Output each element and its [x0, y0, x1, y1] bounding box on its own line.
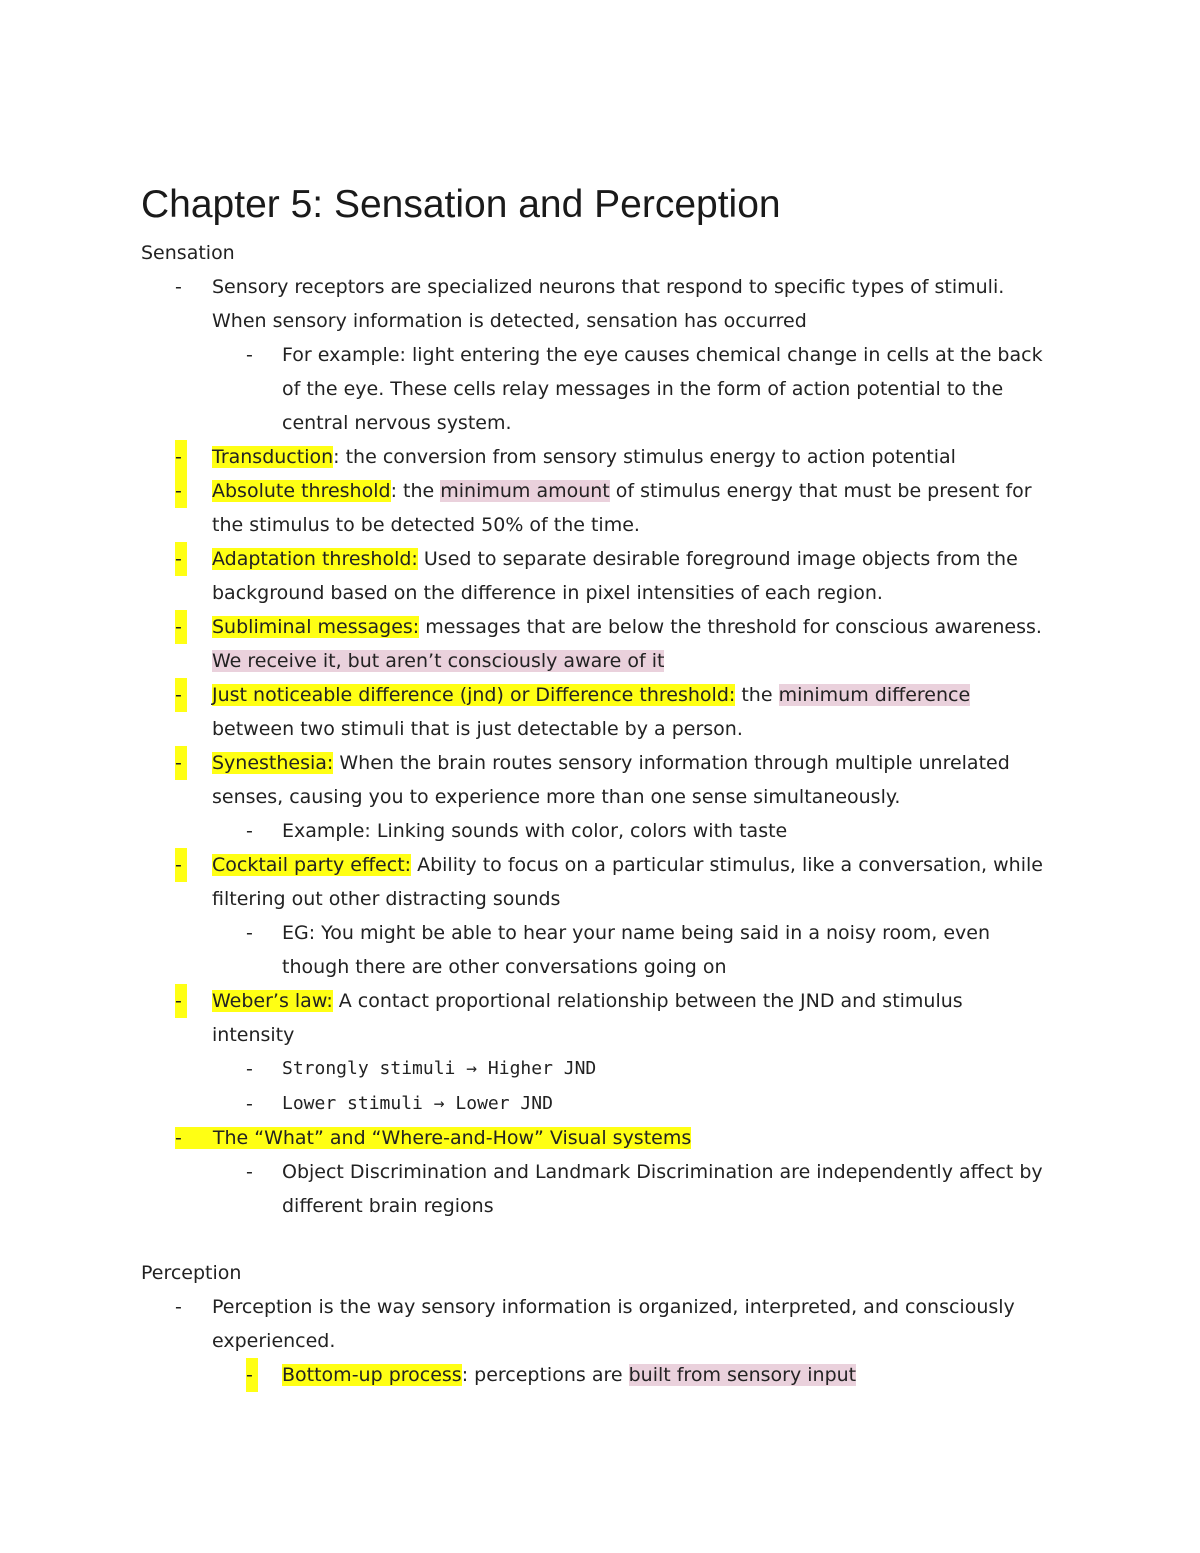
emphasis-highlight: built from sensory input — [628, 1364, 857, 1386]
term-highlight: Synesthesia: — [212, 752, 334, 774]
bullet-dash: - — [175, 848, 187, 882]
bullet-dash: - — [175, 984, 187, 1018]
bullet-dash: - — [175, 542, 187, 576]
page-title: Chapter 5: Sensation and Perception — [141, 183, 781, 226]
bullet-dash: - — [175, 276, 182, 298]
term-highlight: Transduction — [212, 446, 334, 468]
bullet-dash: - — [175, 440, 187, 474]
list-item-cocktail-example: EG: You might be able to hear your name being said in a noisy room, even though there are other conversations going on — [282, 922, 991, 978]
bullet-dash: - — [246, 344, 253, 366]
list-item-jnd: Just noticeable difference (jnd) or Difference threshold: the minimum difference between two stimuli that is just detectable by a person. — [212, 684, 971, 740]
term-highlight: Adaptation threshold: — [212, 548, 418, 570]
bullet-dash: - — [246, 1161, 253, 1183]
bullet-dash: - — [246, 820, 253, 842]
term-highlight: Absolute threshold — [212, 480, 391, 502]
list-item-visual-systems — [175, 1121, 691, 1155]
term-highlight: Bottom-up process — [282, 1364, 462, 1386]
bullet-dash: - — [246, 1093, 253, 1115]
list-item-perception-definition: Perception is the way sensory information is organized, interpreted, and consciously experienced. — [212, 1296, 1015, 1352]
section-heading-perception: Perception — [141, 1262, 242, 1284]
term-highlight: Subliminal messages: — [212, 616, 420, 638]
list-item-receptors: Sensory receptors are specialized neurons that respond to specific types of stimuli. When sensory information is detected, sensation has occurred — [212, 276, 1005, 332]
list-item-cocktail-party: Cocktail party effect: Ability to focus on a particular stimulus, like a conversation, while filtering out other distracting sounds — [212, 854, 1043, 910]
list-item-synesthesia-example: Example: Linking sounds with color, colors with taste — [282, 820, 788, 842]
list-item-transduction: Transduction: the conversion from sensory stimulus energy to action potential — [212, 446, 956, 468]
list-item-receptors-example: For example: light entering the eye causes chemical change in cells at the back of the eye. These cells relay messages in the form of action potential to the central nervous system. — [282, 344, 1043, 434]
term-highlight: Cocktail party effect: — [212, 854, 412, 876]
bullet-dash: - — [246, 922, 253, 944]
bullet-dash: - — [175, 678, 187, 712]
list-item-subliminal-messages: Subliminal messages: messages that are below the threshold for conscious awareness. We receive it, but aren’t consciously aware of it — [212, 616, 1042, 672]
list-item-bottom-up: Bottom-up process: perceptions are built from sensory input — [282, 1364, 857, 1386]
bullet-dash: - — [175, 746, 187, 780]
list-item-weber-lower: Lower stimuli → Lower JND — [282, 1093, 553, 1114]
term-highlight: Weber’s law: — [212, 990, 333, 1012]
emphasis-highlight: We receive it, but aren’t consciously aware of it — [212, 650, 665, 672]
list-item-adaptation-threshold: Adaptation threshold: Used to separate desirable foreground image objects from the background based on the difference in pixel intensities of each region. — [212, 548, 1018, 604]
list-item-visual-sub: Object Discrimination and Landmark Discrimination are independently affect by different brain regions — [282, 1161, 1043, 1217]
bullet-dash: - — [175, 474, 187, 508]
term-highlight: - The “What” and “Where-and-How” Visual systems — [175, 1127, 692, 1149]
bullet-dash: - — [246, 1358, 258, 1392]
list-item-synesthesia: Synesthesia: When the brain routes sensory information through multiple unrelated senses, causing you to experience more than one sense simultaneously. — [212, 752, 1010, 808]
bullet-dash: - — [175, 610, 187, 644]
list-item-absolute-threshold: Absolute threshold: the minimum amount of stimulus energy that must be present for the stimulus to be detected 50% of the time. — [212, 480, 1032, 536]
bullet-dash: - — [175, 1296, 182, 1318]
term-highlight: Just noticeable difference (jnd) or Difference threshold: — [212, 684, 736, 706]
list-item-webers-law: Weber’s law: A contact proportional relationship between the JND and stimulus intensity — [212, 990, 963, 1046]
list-item-weber-strong: Strongly stimuli → Higher JND — [282, 1058, 597, 1079]
section-heading-sensation: Sensation — [141, 242, 235, 264]
emphasis-highlight: minimum amount — [440, 480, 610, 502]
bullet-dash: - — [246, 1058, 253, 1080]
emphasis-highlight: minimum difference — [778, 684, 971, 706]
